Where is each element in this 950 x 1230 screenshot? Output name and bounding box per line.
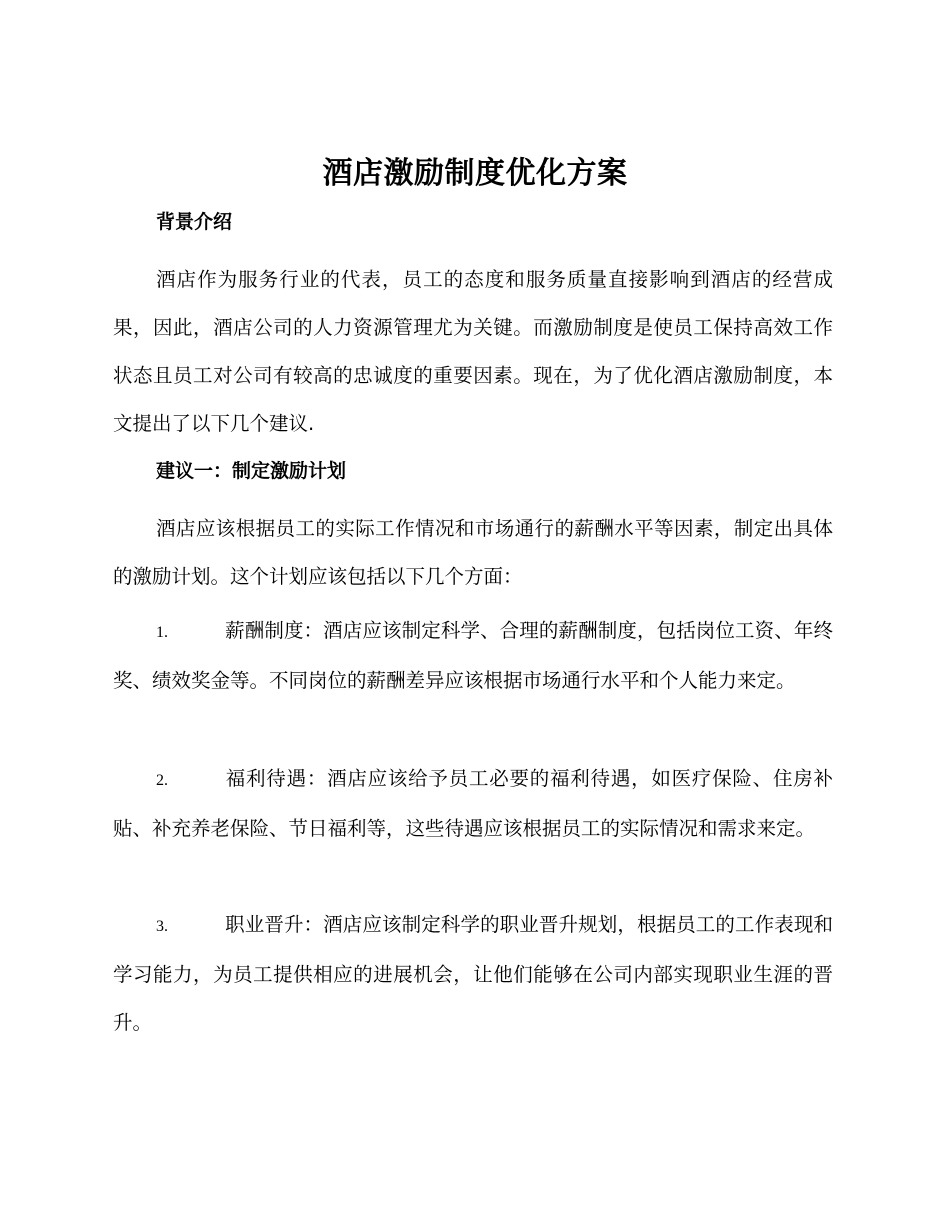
section-heading-background: 背景介绍 xyxy=(156,211,233,233)
list-item-text: 职业晋升：酒店应该制定科学的职业晋升规划，根据员工的工作表现和学习能力，为员工提供相应的进展机会，让他们能够在公司内部实现职业生涯的晋升。 xyxy=(113,913,833,1034)
list-item xyxy=(113,755,833,853)
list-item-number: 3. xyxy=(156,918,168,935)
paragraph-background: 酒店作为服务行业的代表，员工的态度和服务质量直接影响到酒店的经营成果，因此，酒店公司的人力资源管理尤为关键。而激励制度是使员工保持高效工作状态且员工对公司有较高的忠诚度的重要因素。现在，为了优化酒店激励制度，本文提出了以下几个建议. xyxy=(113,268,833,435)
list-item-text: 薪酬制度：酒店应该制定科学、合理的薪酬制度，包括岗位工资、年终奖、绩效奖金等。不同岗位的薪酬差异应该根据市场通行水平和个人能力来定。 xyxy=(113,619,833,692)
list-item-text: 福利待遇：酒店应该给予员工必要的福利待遇，如医疗保险、住房补贴、补充养老保险、节日福利等，这些待遇应该根据员工的实际情况和需求来定。 xyxy=(113,767,833,840)
paragraph-suggestion-one: 酒店应该根据员工的实际工作情况和市场通行的薪酬水平等因素，制定出具体的激励计划。这个计划应该包括以下几个方面： xyxy=(113,517,833,588)
list-item-number: 2. xyxy=(156,772,168,789)
list-item xyxy=(113,607,833,705)
list-item-number: 1. xyxy=(156,624,168,641)
document-title: 酒店激励制度优化方案 xyxy=(322,156,628,191)
section-heading-suggestion-one: 建议一：制定激励计划 xyxy=(156,460,347,482)
list-item xyxy=(113,901,833,1047)
